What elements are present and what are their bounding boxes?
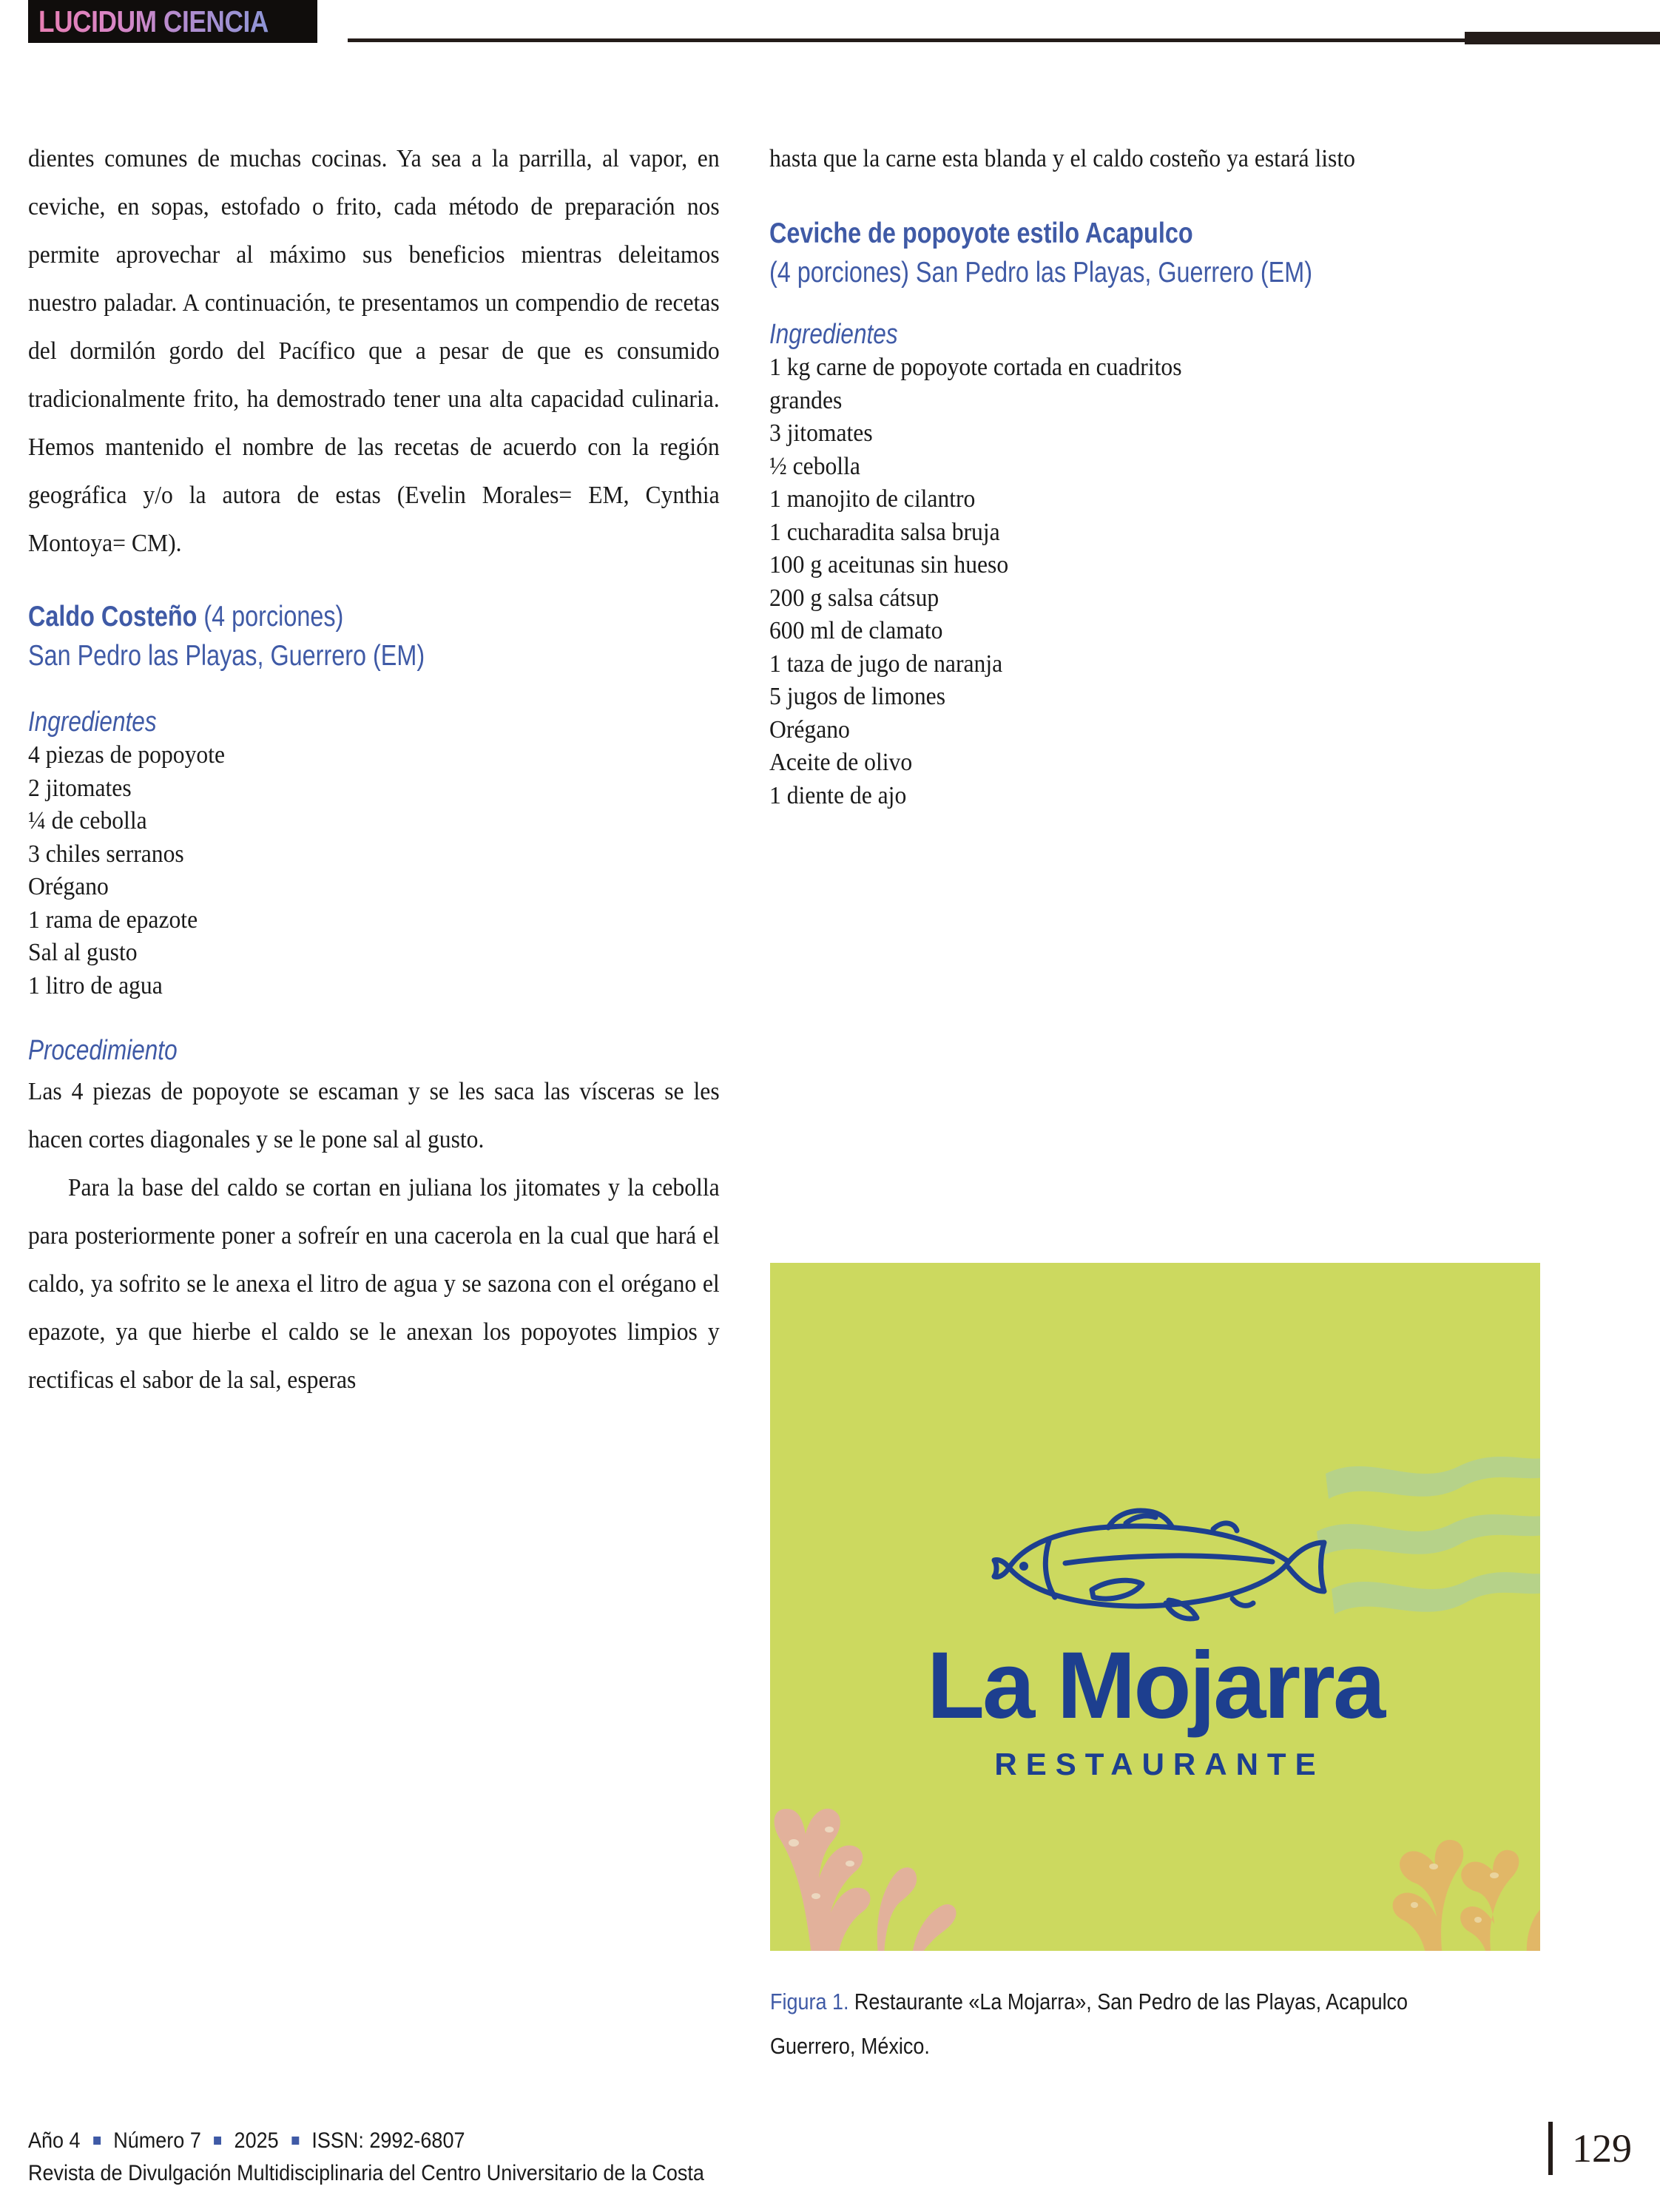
- list-item: 3 jitomates: [769, 419, 873, 447]
- list-item: grandes: [769, 386, 843, 414]
- page-header: [0, 0, 1660, 67]
- page-number: 129: [1572, 2126, 1632, 2171]
- list-item: 100 g aceitunas sin hueso: [769, 551, 1009, 579]
- footer-issue-label: Número 7: [113, 2128, 201, 2153]
- masthead-badge: [28, 0, 317, 43]
- restaurant-logo-image: [770, 1263, 1540, 1951]
- figure-caption: [770, 1980, 1414, 2068]
- list-item: 1 kg carne de popoyote cortada en cuadritos: [769, 354, 1182, 381]
- list-item: 1 taza de jugo de naranja: [769, 650, 1003, 678]
- list-item: 1 cucharadita salsa bruja: [769, 518, 1000, 546]
- ingredients-list-left: [28, 739, 720, 1002]
- procedure-heading-left: Procedimiento: [28, 1035, 178, 1066]
- intro-paragraph: dientes comunes de muchas cocinas. Ya sea a la parrilla, al vapor, en ceviche, en sopas, estofado o frito, cada método de preparación nos permite aprovechar al máximo sus beneficios mientras deleitamos nuestro paladar. A continuación, te presentamos un compendio de recetas del dormilón gordo del Pacífico que a pesar de que es consumido tradicionalmente frito, ha demostrado tener una alta capacidad culinaria. Hemos mantenido el nombre de las recetas de acuerdo con la región geográfica y/o la autora de estas (Evelin Morales= EM, Cynthia Montoya= CM).: [28, 145, 720, 557]
- footer-issn: ISSN: 2992-6807: [311, 2128, 465, 2153]
- masthead-title: LUCIDUM CIENCIA: [38, 4, 269, 38]
- page-footer: [28, 2125, 1632, 2206]
- footer-imprint: [28, 2125, 704, 2190]
- recipe-title-name: Ceviche de popoyote estilo Acapulco: [769, 218, 1193, 249]
- procedure-paragraph-1: Las 4 piezas de popoyote se escaman y se les saca las vísceras se les hacen cortes diagonales y se le pone sal al gusto.: [28, 1078, 720, 1153]
- footer-line-1: [28, 2125, 704, 2157]
- ingredients-heading-right: Ingredientes: [769, 319, 898, 350]
- fish-icon: [978, 1507, 1333, 1625]
- list-item: 2 jitomates: [28, 774, 132, 802]
- list-item: 1 rama de epazote: [28, 906, 198, 934]
- square-bullet-icon: [291, 2137, 299, 2145]
- recipe-title-name: Caldo Costeño: [28, 601, 198, 633]
- list-item: 600 ml de clamato: [769, 617, 943, 644]
- recipe-title-portions: (4 porciones): [197, 601, 344, 633]
- list-item: 1 diente de ajo: [769, 781, 907, 809]
- recipe-title-caldo-costeno: [28, 597, 719, 675]
- figure-la-mojarra: [770, 1263, 1540, 1951]
- logo-brand-text: La Mojarra: [926, 1633, 1384, 1739]
- header-divider-rule: [348, 38, 1465, 42]
- list-item: 3 chiles serranos: [28, 840, 184, 868]
- figure-caption-label: Figura 1.: [770, 1989, 849, 2014]
- ingredients-heading-left: Ingredientes: [28, 707, 157, 738]
- coral-orange-icon: [1346, 1735, 1540, 1951]
- list-item: Sal al gusto: [28, 939, 138, 966]
- list-item: 5 jugos de limones: [769, 683, 946, 710]
- folio-divider: [1548, 2122, 1553, 2175]
- folio: [1548, 2122, 1632, 2175]
- list-item: 1 manojito de cilantro: [769, 485, 976, 513]
- recipe-title-portions-location: (4 porciones) San Pedro las Playas, Guerrero (EM): [769, 257, 1313, 289]
- list-item: 1 litro de agua: [28, 971, 163, 999]
- footer-year-label: Año 4: [28, 2128, 81, 2153]
- recipe-title-location: San Pedro las Playas, Guerrero (EM): [28, 640, 425, 672]
- list-item: Orégano: [28, 873, 109, 900]
- list-item: 200 g salsa cátsup: [769, 584, 939, 612]
- continued-paragraph: hasta que la carne esta blanda y el caldo costeño ya estará listo: [769, 145, 1355, 172]
- list-item: Orégano: [769, 715, 850, 743]
- footer-year: 2025: [234, 2128, 279, 2153]
- logo-subtitle-text: RESTAURANTE: [994, 1747, 1325, 1781]
- procedure-paragraph-2: Para la base del caldo se cortan en juliana los jitomates y la cebolla para posteriormente poner a sofreír en una cacerola en la cual que hará el caldo, ya sofrito se le anexa el litro de agua y se sazona con el orégano el epazote, ya que hierbe el caldo se le anexan los popoyotes limpios y rectificas el sabor de la sal, esperas: [28, 1174, 720, 1394]
- figure-caption-text: Restaurante «La Mojarra», San Pedro de las Playas, Acapulco Guerrero, México.: [770, 1989, 1408, 2059]
- left-column: [28, 135, 720, 1404]
- list-item: ½ cebolla: [769, 452, 860, 480]
- header-divider-block: [1465, 32, 1660, 44]
- list-item: 4 piezas de popoyote: [28, 741, 226, 769]
- coral-pink-icon: [770, 1719, 996, 1951]
- list-item: ¼ de cebolla: [28, 807, 147, 834]
- right-column: [769, 135, 1461, 812]
- ingredients-list-right: [769, 351, 1461, 812]
- footer-line-2: Revista de Divulgación Multidisciplinaria del Centro Universitario de la Costa: [28, 2161, 704, 2185]
- list-item: Aceite de olivo: [769, 749, 913, 776]
- recipe-title-ceviche: [769, 214, 1460, 292]
- square-bullet-icon: [93, 2137, 101, 2145]
- square-bullet-icon: [214, 2137, 221, 2145]
